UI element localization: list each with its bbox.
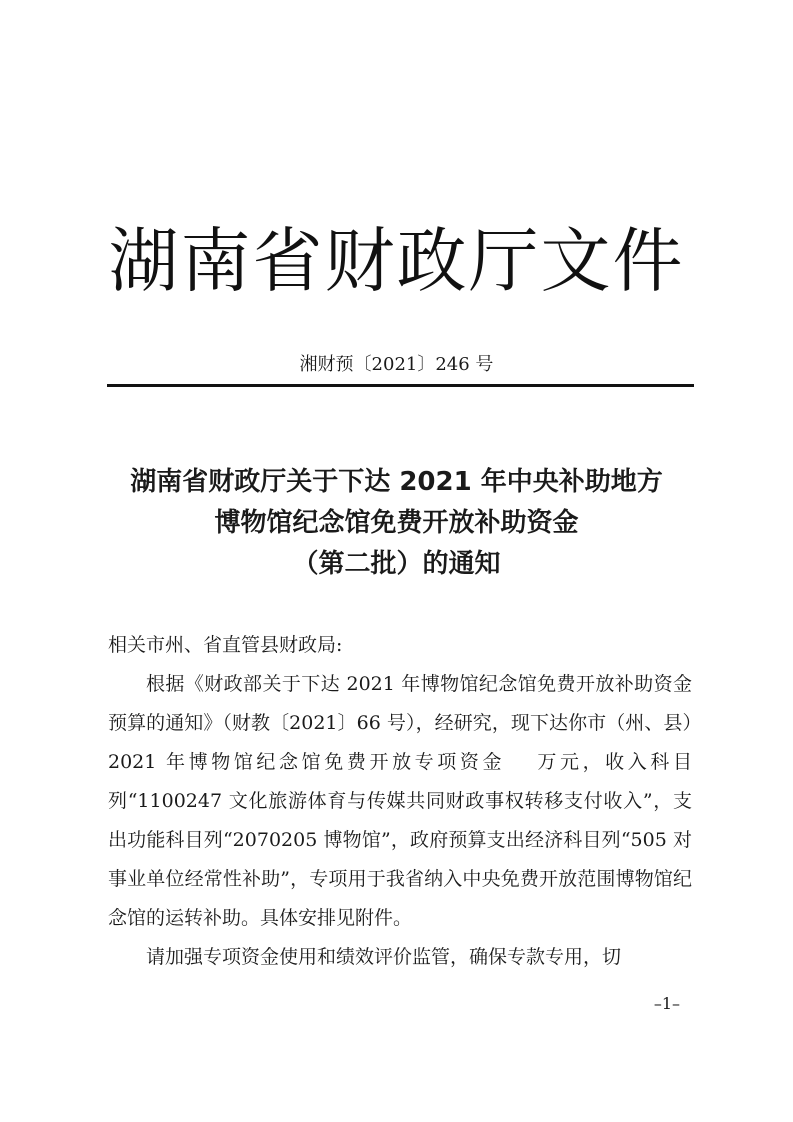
document-title — [80, 462, 713, 585]
salutation: 相关市州、省直管县财政局: — [108, 634, 343, 656]
body-paragraph-2: 请加强专项资金使用和绩效评价监管，确保专款专用，切 — [146, 946, 622, 968]
title-line-2: 博物馆纪念馆免费开放补助资金 — [214, 508, 579, 538]
issuing-authority-header: 湖南省财政厅文件 — [108, 220, 685, 302]
title-line-3: （第二批）的通知 — [292, 549, 501, 579]
page-number: –1– — [653, 994, 680, 1013]
title-line-1: 湖南省财政厅关于下达 2021 年中央补助地方 — [130, 467, 663, 497]
body-paragraph-1: 根据《财政部关于下达 2021 年博物馆纪念馆免费开放补助资金预算的通知》（财教〔2021〕66 号），经研究，现下达你市（州、县）2021 年博物馆纪念馆免费开放专项资金 万元，收入科目列“1100247 文化旅游体育与传媒共同财政事权转移支付收入”，支出功能科目列“2070205 博物馆”，政府预算支出经济科目列“505 对事业单位经常性补助”，专项用于我省纳入中央免费开放范围博物馆纪念馆的运转补助。具体安排见附件。 — [108, 673, 692, 929]
document-body — [108, 626, 692, 977]
header-divider — [107, 384, 694, 387]
document-number: 湘财预〔2021〕246 号 — [299, 354, 494, 375]
